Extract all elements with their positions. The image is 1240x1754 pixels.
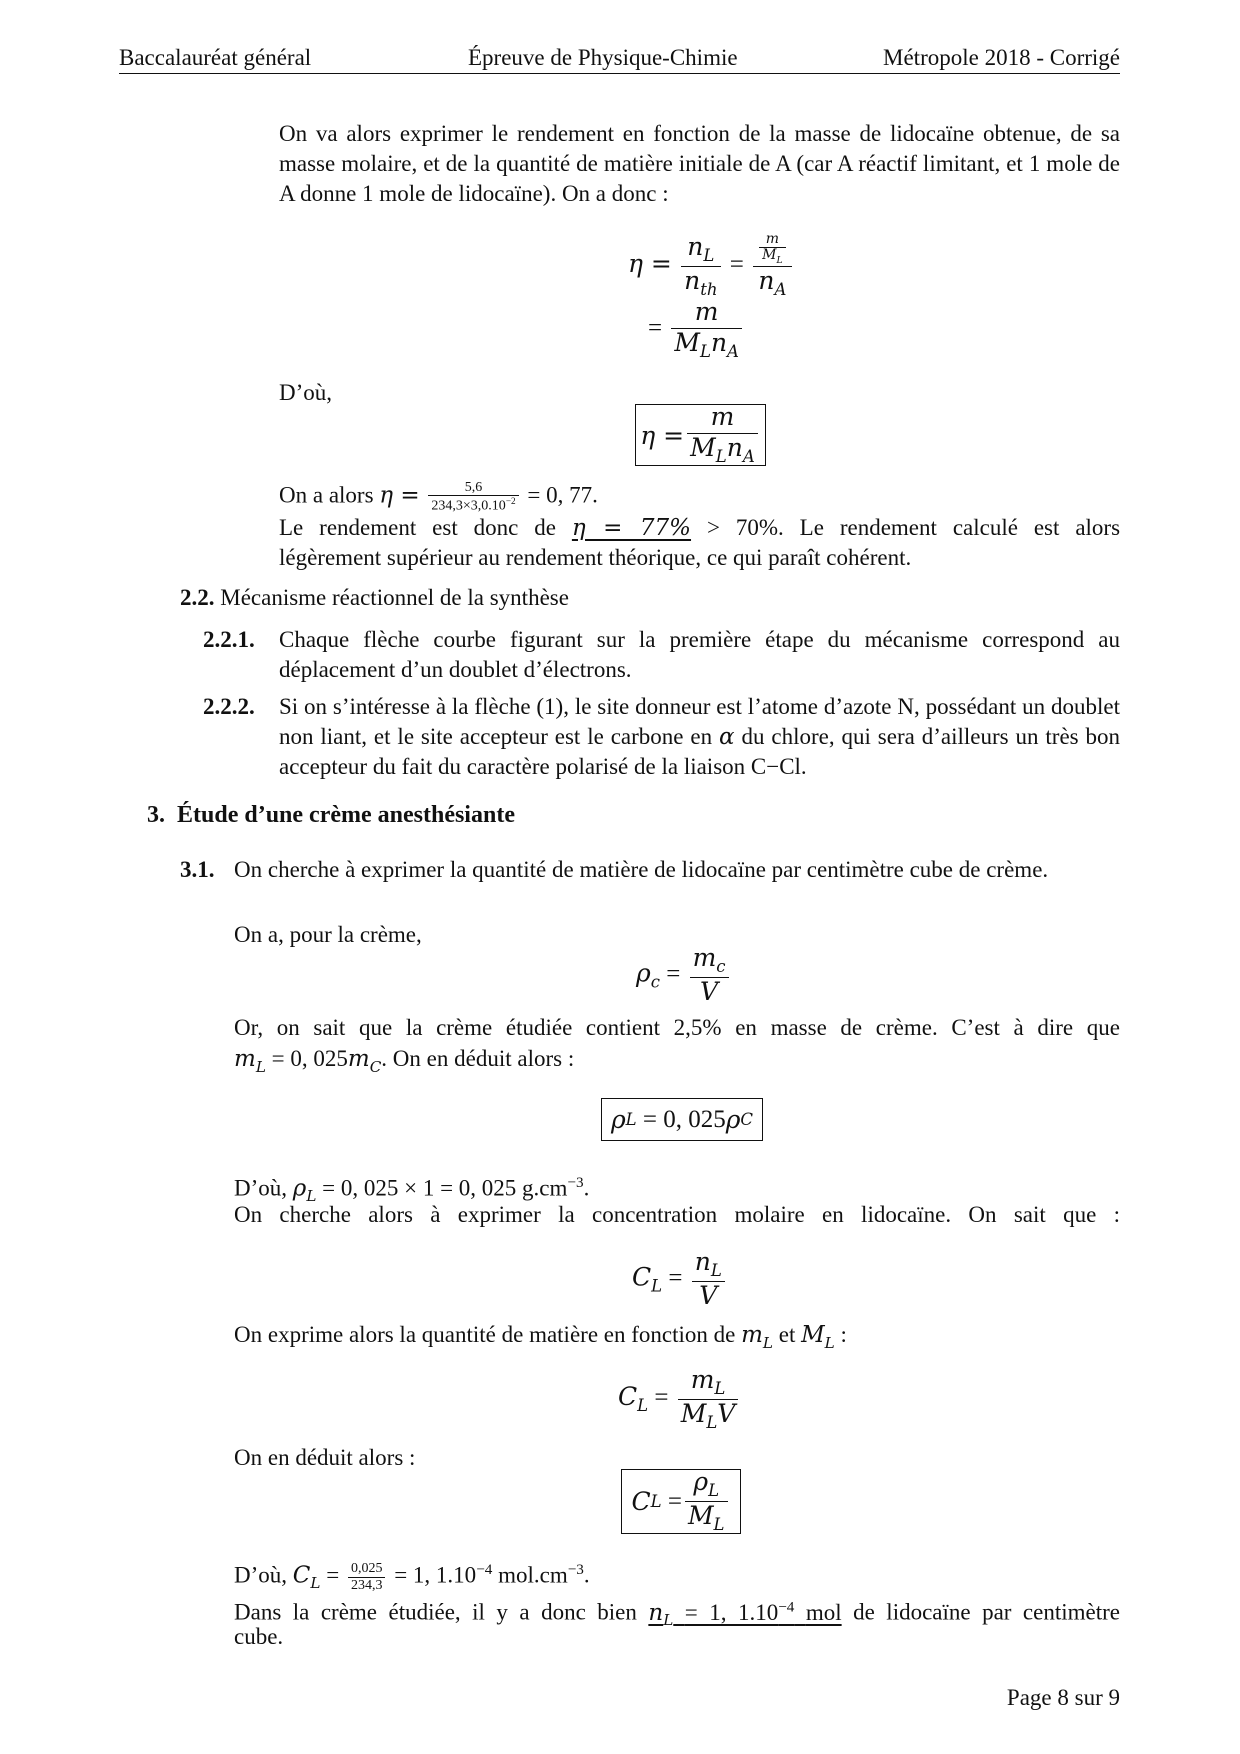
section-3-heading: 3. Étude d’une crème anesthésiante [147,802,515,828]
section-3-1-intro: On cherche à exprimer la quantité de matière de lidocaïne par centimètre cube de crème. [234,857,1049,882]
section-2-2-1-text: Chaque flèche courbe figurant sur la première étape du mécanisme correspond au déplacement d’un doublet d’électrons. [279,627,1120,682]
mass-fraction-line1: Or, on sait que la crème étudiée contient 2,5% en masse de crème. C’est à dire que [234,1015,1120,1040]
final-conclusion-line1: Dans la crème étudiée, il y a donc bien $n_L = 1$, $1.10^{-4}$ mol de lidocaïne par centimètre [234,1598,1120,1630]
section-2-2-heading: 2.2. Mécanisme réactionnel de la synthèse [180,585,569,610]
section-3-1-label: 3.1. [180,857,215,882]
equation-yield-definition: η = $n_L$ $n_{th}$ = $\frac{m}{M_L}$ $n_A$ [628,232,795,300]
boxed-lidocaine-density: ρ L = 0, 025 ρ C [601,1098,763,1141]
yield-computation: On a alors η = $\frac{5,6}{234,3\times 3,0.10^{-2}}$ = 0, 77. [279,480,598,515]
intro-paragraph: On va alors exprimer le rendement en fonction de la masse de lidocaïne obtenue, de sa masse molaire, et de la quantité de matière initiale de A (car A réactif limitant, et 1 mole de A donne 1 mole de lidocaïne). On a donc : [279,121,1120,206]
mass-fraction-line2: $m_L = 0$, $025m_C$. On en déduit alors : [234,1046,575,1076]
page-number: Page 8 sur 9 [1006,1685,1120,1710]
deduce-label: On en déduit alors : [234,1445,416,1470]
section-2-2-1-label: 2.2.1. [203,627,255,652]
section-2-2-2-text: Si on s’intéresse à la flèche (1), le site donneur est l’atome d’azote N, possédant un doublet non liant, et le site accepteur est le carbone en α du chlore, qui sera d’ailleurs un très bon accepteur du fait du caractère polarisé de la liaison C−Cl. [279,694,1121,779]
lidocaine-density-value: D’où, $\rho_L = 0$, 025 × 1 = 0, 025 $g.cm^{-3}$. [234,1174,590,1206]
boxed-yield-formula: η = m $M_Ln_A$ [635,404,766,466]
yield-conclusion-line2: légèrement supérieur au rendement théorique, ce qui paraît cohérent. [279,545,912,570]
equation-yield-expanded: = m $M_Ln_A$ [648,298,745,362]
yield-conclusion-line1: Le rendement est donc de η = 77% > 70%. Le rendement calculé est alors [279,515,1121,541]
dou-label-1: D’où, [279,380,333,405]
equation-concentration-mass: $C_L$ = $m_L$ $M_LV$ [618,1366,741,1433]
cream-density-intro: On a, pour la crème, [234,922,422,947]
final-conclusion-line2: cube. [234,1624,284,1649]
header-rule [119,73,1120,74]
express-amount-line: On exprime alors la quantité de matière en fonction de $m_L$ et $M_L$ : [234,1322,847,1352]
boxed-concentration-formula: C L = $\frac{\rho_L}{M_L}$ [621,1469,741,1534]
concentration-value: D’où, $C_L$ = $\frac{0,025}{234,3}$ = 1, $1.10^{-4}$ $mol.cm^{-3}$. [234,1561,590,1593]
section-2-2-2-label: 2.2.2. [203,694,255,719]
header-left: Baccalauréat général [119,45,312,70]
equation-cream-density: $\rho_c$ = $\frac{m_c}{V}$ [636,944,732,1008]
molar-concentration-intro: On cherche alors à exprimer la concentration molaire en lidocaïne. On sait que : [234,1202,1120,1227]
header-center: Épreuve de Physique-Chimie [468,45,738,70]
equation-concentration-definition: $C_L$ = $\frac{n_L}{V}$ [632,1248,728,1312]
header-right: Métropole 2018 - Corrigé [883,45,1120,70]
